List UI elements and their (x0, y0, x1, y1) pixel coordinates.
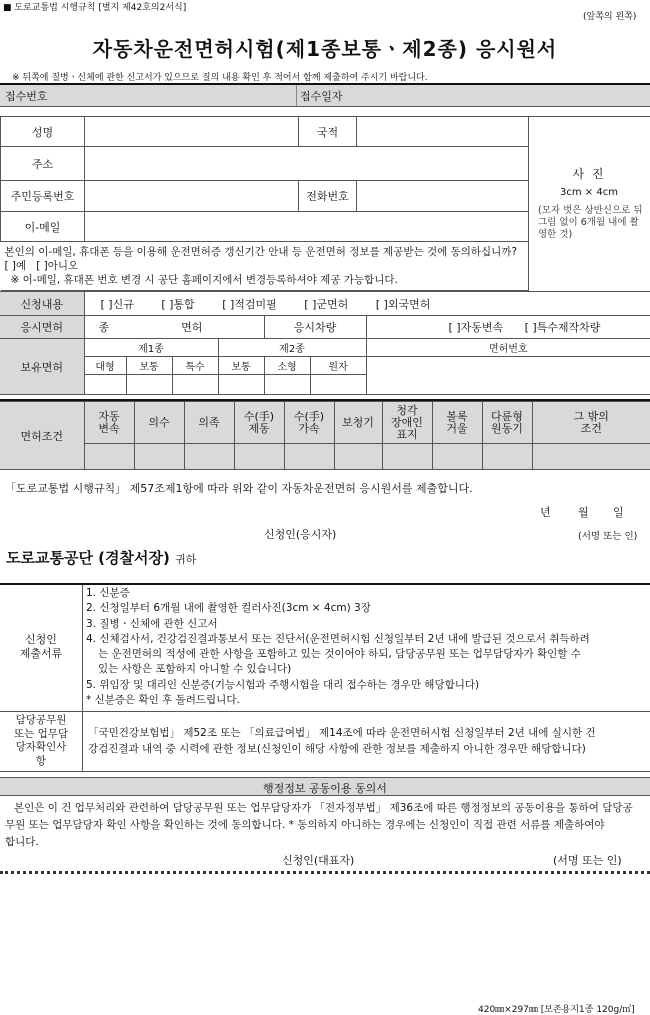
owned-col-moped: 원자 (310, 357, 366, 375)
doc-item: 1. 신분증 (86, 587, 130, 599)
info-sharing-line3: 합니다. (5, 836, 39, 848)
owned-cell[interactable] (264, 375, 310, 395)
doc-item: * 신분증은 확인 후 돌려드립니다. (86, 694, 240, 707)
consent-yes-checkbox[interactable]: [ ]예 (4, 260, 27, 272)
officer-line1: 「국민건강보험법」 제52조 또는 「의료급여법」 제14조에 따라 운전면허시험 신청일부터 2년 내에 실시한 건 (88, 727, 596, 739)
address-label: 주소 (1, 147, 85, 181)
exam-vehicle-label: 응시차량 (264, 316, 366, 339)
doc-item: 5. 위임장 및 대리인 신분증(기능시험과 주행시험을 대리 접수하는 경우만 해당합니다) (86, 678, 480, 691)
owned-col-large: 대형 (84, 357, 126, 375)
license-table (0, 291, 650, 395)
class2-header: 제2종 (218, 339, 366, 357)
cond-hand-accel: 수(手) 가속 (284, 402, 334, 444)
consent-note: ※ 이-메일, 휴대폰 번호 변경 시 공단 홈페이지에서 변경등록하셔야 제공 가능합니다. (10, 274, 398, 286)
rrn-field[interactable] (85, 181, 299, 212)
cond-multiwheel: 다륜형 원동기 (482, 402, 532, 444)
license-number-field[interactable] (366, 357, 650, 395)
cond-prosthetic-hand: 의수 (134, 402, 184, 444)
doc-item: 4. 신체검사서, 건강검진결과통보서 또는 진단서(운전면허시험 신청일부터 2년 내에 발급된 것으로서 취득하려 (86, 632, 590, 645)
cond-other: 그 밖의 조건 (532, 402, 650, 444)
apply-new-checkbox[interactable]: [ ]신규 (100, 297, 134, 311)
doc-item: 있는 사항은 포함하지 아니할 수 있습니다) (98, 663, 292, 676)
cond-prosthetic-leg: 의족 (184, 402, 234, 444)
cond-hearing-sign: 청각 장애인 표지 (382, 402, 432, 444)
receipt-date-label: 접수일자 (300, 90, 343, 103)
bottom-dotted-divider (0, 871, 650, 874)
nationality-label: 국적 (299, 117, 357, 147)
owned-col-special: 특수 (172, 357, 218, 375)
cond-cell[interactable] (532, 444, 650, 470)
form-reference: ■ 도로교통법 시행규칙 [별지 제42호의2서식] (3, 3, 187, 13)
info-sharing-line2: 무원 또는 업무담당자 확인 사항을 확인하는 것에 동의합니다. * 동의하지 아니하는 경우에는 신청인이 직접 관련 서류를 제출하여야 (5, 819, 605, 831)
owned-col-small: 소형 (264, 357, 310, 375)
applicant-sign-hint[interactable]: (서명 또는 인) (578, 531, 638, 542)
address-field[interactable] (85, 147, 529, 181)
name-field[interactable] (85, 117, 299, 147)
class1-header: 제1종 (84, 339, 218, 357)
exam-vehicle-options (366, 316, 650, 339)
cond-hearing-aid: 보청기 (334, 402, 382, 444)
cond-auto: 자동 변속 (84, 402, 134, 444)
cond-cell[interactable] (234, 444, 284, 470)
special-vehicle-checkbox[interactable]: [ ]특수제작차량 (524, 321, 601, 334)
license-number-header: 면허번호 (366, 339, 650, 357)
cond-cell[interactable] (382, 444, 432, 470)
nationality-field[interactable] (357, 117, 529, 147)
officer-label-cell (0, 712, 82, 771)
apply-foreign-checkbox[interactable]: [ ]외국면허 (375, 297, 431, 311)
doc-item: 는 운전면허의 적성에 관한 사항을 포함하고 있는 것이어야 하되, 담당공무원 또는 업무담당자가 확인할 수 (98, 648, 581, 661)
cond-cell[interactable] (432, 444, 482, 470)
paper-spec: 420㎜×297㎜ [보존용지1종 120g/㎡] (478, 1005, 635, 1015)
officer-label: 담당공무원 또는 업무담 당자확인사 항 (13, 714, 69, 767)
photo-size: 3cm × 4cm (560, 187, 618, 198)
apply-type-label: 신청내용 (0, 292, 84, 316)
info-sharing-title: 행정정보 공동이용 동의서 (263, 782, 387, 795)
date-day: 일 (613, 506, 624, 519)
apply-military-checkbox[interactable]: [ ]군면허 (304, 297, 349, 311)
applicant-table (0, 116, 529, 291)
documents-label: 신청인 제출서류 (19, 633, 63, 660)
declaration-text: 「도로교통법 시행규칙」 제57조제1항에 따라 위와 같이 자동차운전면허 응시원서를 제출합니다. (5, 482, 473, 495)
exam-license-field[interactable]: 종 면허 (84, 316, 264, 339)
apply-merge-checkbox[interactable]: [ ]통합 (161, 297, 195, 311)
doc-item: 3. 질병ㆍ신체에 관한 신고서 (86, 617, 218, 630)
name-label: 성명 (1, 117, 85, 147)
representative-sign-label: 신청인(대표자) (282, 854, 355, 867)
owned-col-normal2: 보통 (218, 357, 264, 375)
phone-label: 전화번호 (299, 181, 357, 212)
consent-no-checkbox[interactable]: [ ]아니오 (36, 260, 79, 272)
info-sharing-line1: 본인은 이 건 업무처리와 관련하여 담당공무원 또는 업무담당자가 「전자정부법」 제36조에 따른 행정정보의 공동이용을 통하여 담당공 (14, 802, 633, 814)
cond-cell[interactable] (482, 444, 532, 470)
officer-line2: 강검진결과 내역 중 시력에 관한 정보(신청인이 해당 사항에 관한 정보를 제출하지 아니한 경우만 해당합니다) (88, 743, 586, 755)
page-side-label: (앞쪽의 왼쪽) (583, 12, 637, 22)
conditions-label: 면허조건 (0, 402, 84, 470)
documents-label-cell (0, 585, 82, 711)
apply-aptitude-checkbox[interactable]: [ ]적검미필 (222, 297, 277, 311)
owned-cell[interactable] (172, 375, 218, 395)
email-field[interactable] (85, 212, 529, 242)
email-label: 이-메일 (1, 212, 85, 242)
date-month: 월 (578, 506, 589, 519)
consent-cell (1, 242, 529, 291)
cond-hand-brake: 수(手) 제동 (234, 402, 284, 444)
instruction-note: ※ 뒤쪽에 질병ㆍ신체에 관한 신고서가 있으므로 질의 내용 확인 후 적어서 함께 제출하여 주시기 바랍니다. (12, 73, 428, 83)
owned-cell[interactable] (84, 375, 126, 395)
owned-cell[interactable] (218, 375, 264, 395)
cond-convex-mirror: 볼록 거울 (432, 402, 482, 444)
rrn-label: 주민등록번호 (1, 181, 85, 212)
apply-type-options (84, 292, 650, 316)
cond-cell[interactable] (134, 444, 184, 470)
consent-question: 본인의 이-메일, 휴대폰 등을 이용해 운전면허증 갱신기간 안내 등 운전면허 정보를 제공받는 것에 동의하십니까? (4, 246, 518, 258)
phone-field[interactable] (357, 181, 529, 212)
cond-cell[interactable] (184, 444, 234, 470)
doc-item: 2. 신청일부터 6개월 내에 촬영한 컬러사진(3cm × 4cm) 3장 (86, 602, 371, 615)
auto-transmission-checkbox[interactable]: [ ]자동변속 (448, 321, 504, 334)
cond-cell[interactable] (84, 444, 134, 470)
owned-col-normal1: 보통 (126, 357, 172, 375)
cond-cell[interactable] (284, 444, 334, 470)
applicant-sign-label: 신청인(응시자) (264, 528, 337, 541)
page-title: 자동차운전면허시험(제1종보통ㆍ제2종) 응시원서 (92, 37, 558, 61)
photo-description: (모자 벗은 상반신으로 뒤 그림 없이 6개월 내에 촬영한 것) (538, 205, 643, 240)
cond-cell[interactable] (334, 444, 382, 470)
addressee: 도로교통공단 (경찰서장) 귀하 (6, 549, 197, 567)
date-year: 년 (540, 506, 551, 519)
owned-cell[interactable] (126, 375, 172, 395)
photo-title: 사 진 (572, 167, 606, 181)
owned-license-label: 보유면허 (0, 339, 84, 395)
documents-list (86, 586, 648, 708)
exam-license-label: 응시면허 (0, 316, 84, 339)
photo-box (528, 116, 650, 290)
representative-sign-hint[interactable]: (서명 또는 인) (553, 854, 622, 867)
conditions-table (0, 401, 650, 470)
receipt-number-label: 접수번호 (5, 90, 48, 103)
owned-cell[interactable] (310, 375, 366, 395)
